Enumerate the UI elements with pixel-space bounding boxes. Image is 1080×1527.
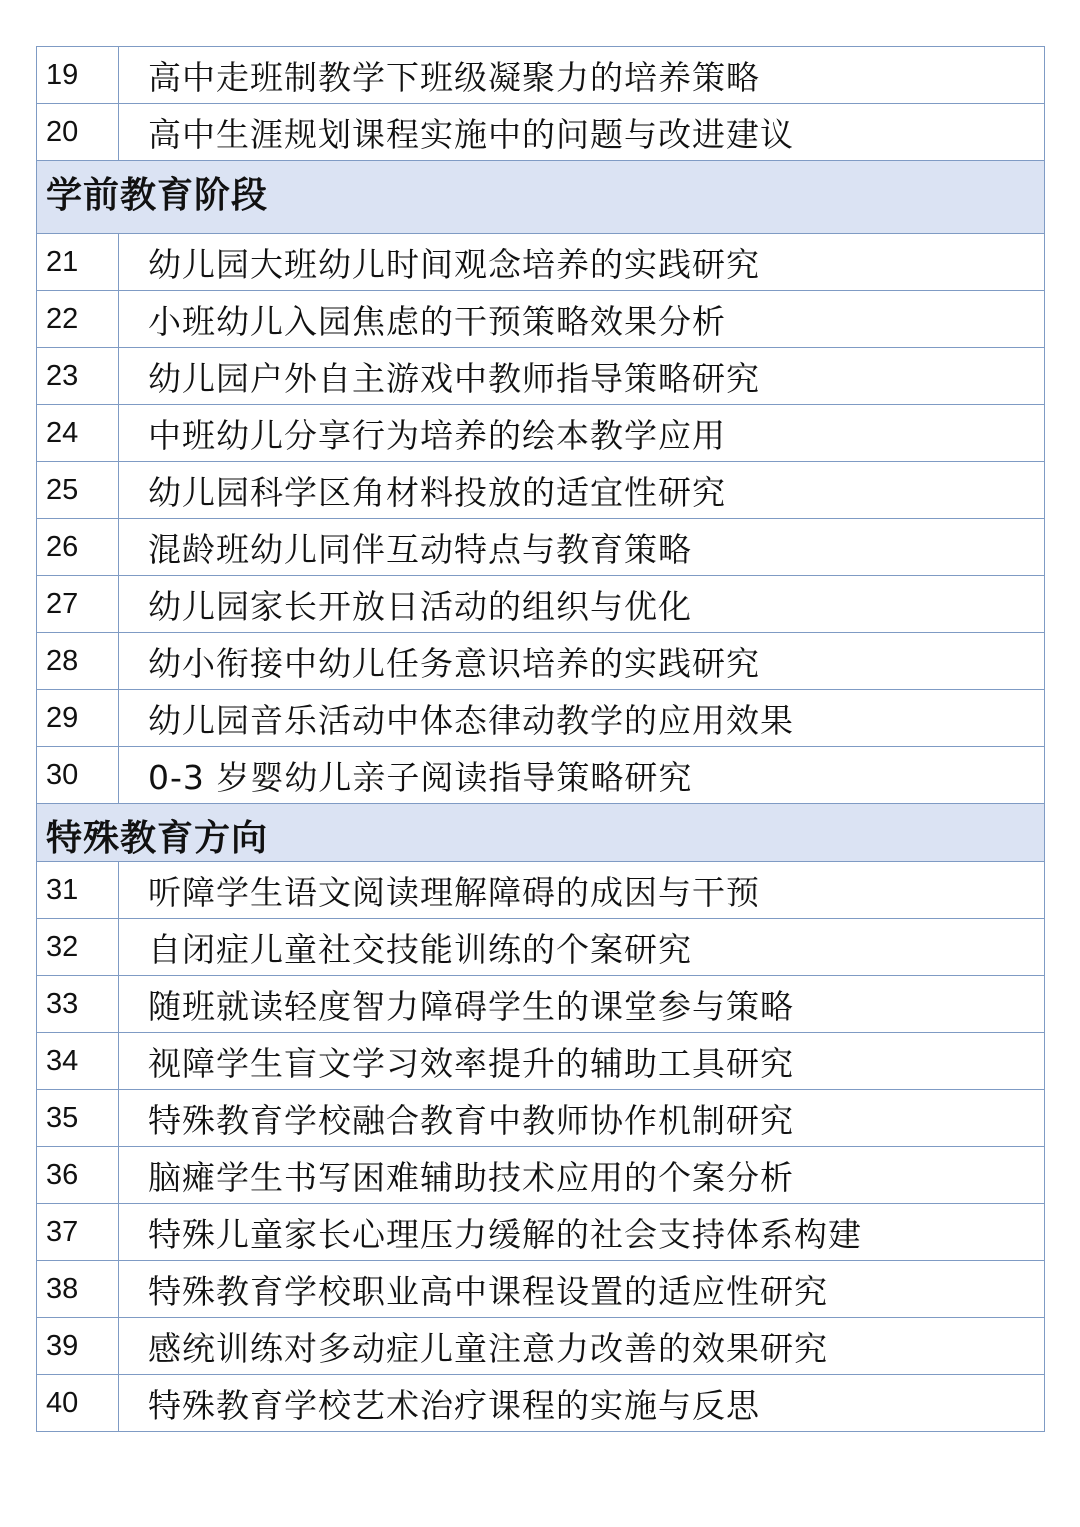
- row-title: 中班幼儿分享行为培养的绘本教学应用: [119, 405, 1045, 462]
- row-number: 36: [37, 1147, 119, 1204]
- table-row: [37, 47, 1045, 104]
- row-title: 幼儿园大班幼儿时间观念培养的实践研究: [119, 234, 1045, 291]
- row-number: 34: [37, 1033, 119, 1090]
- table-row: [37, 291, 1045, 348]
- row-number: 28: [37, 633, 119, 690]
- table-row: [37, 234, 1045, 291]
- row-number: 20: [37, 104, 119, 161]
- row-number: 35: [37, 1090, 119, 1147]
- row-number: 33: [37, 976, 119, 1033]
- row-number: 21: [37, 234, 119, 291]
- row-number: 25: [37, 462, 119, 519]
- row-title: 听障学生语文阅读理解障碍的成因与干预: [119, 862, 1045, 919]
- table-row: [37, 519, 1045, 576]
- row-title: 0-3 岁婴幼儿亲子阅读指导策略研究: [119, 747, 1045, 804]
- row-number: 32: [37, 919, 119, 976]
- row-title: 高中生涯规划课程实施中的问题与改进建议: [119, 104, 1045, 161]
- row-title: 高中走班制教学下班级凝聚力的培养策略: [119, 47, 1045, 104]
- table-row: [37, 862, 1045, 919]
- row-number: 23: [37, 348, 119, 405]
- row-number: 22: [37, 291, 119, 348]
- section-header-row: [37, 804, 1045, 862]
- row-number: 30: [37, 747, 119, 804]
- table-row: [37, 405, 1045, 462]
- table-row: [37, 348, 1045, 405]
- row-number: 24: [37, 405, 119, 462]
- row-title: 感统训练对多动症儿童注意力改善的效果研究: [119, 1318, 1045, 1375]
- row-title: 小班幼儿入园焦虑的干预策略效果分析: [119, 291, 1045, 348]
- row-title: 幼小衔接中幼儿任务意识培养的实践研究: [119, 633, 1045, 690]
- row-number: 39: [37, 1318, 119, 1375]
- row-title: 随班就读轻度智力障碍学生的课堂参与策略: [119, 976, 1045, 1033]
- section-heading: 学前教育阶段: [37, 161, 1045, 234]
- table-row: [37, 1375, 1045, 1432]
- row-number: 31: [37, 862, 119, 919]
- row-number: 37: [37, 1204, 119, 1261]
- row-title: 幼儿园户外自主游戏中教师指导策略研究: [119, 348, 1045, 405]
- table-row: [37, 462, 1045, 519]
- table-row: [37, 1033, 1045, 1090]
- table-row: [37, 1147, 1045, 1204]
- row-number: 26: [37, 519, 119, 576]
- row-number: 38: [37, 1261, 119, 1318]
- row-title: 特殊教育学校融合教育中教师协作机制研究: [119, 1090, 1045, 1147]
- row-title: 特殊教育学校职业高中课程设置的适应性研究: [119, 1261, 1045, 1318]
- row-title: 脑瘫学生书写困难辅助技术应用的个案分析: [119, 1147, 1045, 1204]
- table-row: [37, 633, 1045, 690]
- table-row: [37, 919, 1045, 976]
- section-header-row: [37, 161, 1045, 234]
- table-row: [37, 576, 1045, 633]
- topic-table: [36, 46, 1045, 1432]
- row-number: 40: [37, 1375, 119, 1432]
- row-title: 混龄班幼儿同伴互动特点与教育策略: [119, 519, 1045, 576]
- table-row: [37, 747, 1045, 804]
- table-row: [37, 690, 1045, 747]
- row-title: 特殊教育学校艺术治疗课程的实施与反思: [119, 1375, 1045, 1432]
- table-row: [37, 1204, 1045, 1261]
- table-row: [37, 1318, 1045, 1375]
- row-title: 自闭症儿童社交技能训练的个案研究: [119, 919, 1045, 976]
- row-title: 视障学生盲文学习效率提升的辅助工具研究: [119, 1033, 1045, 1090]
- row-number: 19: [37, 47, 119, 104]
- table-row: [37, 976, 1045, 1033]
- table-row: [37, 104, 1045, 161]
- row-title: 幼儿园音乐活动中体态律动教学的应用效果: [119, 690, 1045, 747]
- row-number: 27: [37, 576, 119, 633]
- row-title: 幼儿园家长开放日活动的组织与优化: [119, 576, 1045, 633]
- row-number: 29: [37, 690, 119, 747]
- row-title: 特殊儿童家长心理压力缓解的社会支持体系构建: [119, 1204, 1045, 1261]
- row-title: 幼儿园科学区角材料投放的适宜性研究: [119, 462, 1045, 519]
- table-row: [37, 1090, 1045, 1147]
- section-heading: 特殊教育方向: [37, 804, 1045, 862]
- table-row: [37, 1261, 1045, 1318]
